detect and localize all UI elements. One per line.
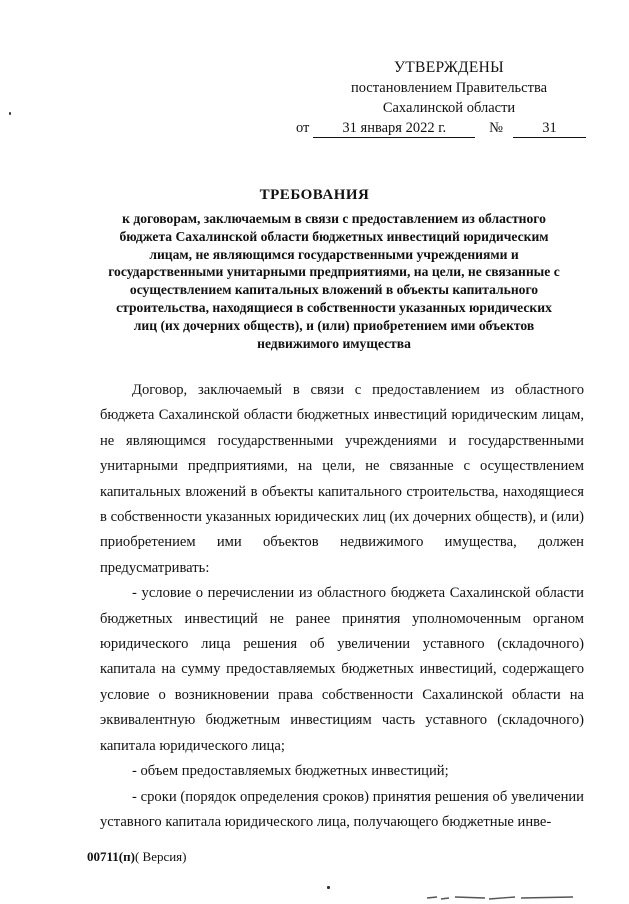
approval-block	[296, 58, 586, 138]
body-text	[100, 378, 584, 835]
number-label: №	[489, 120, 504, 136]
subtitle-line: строительства, находящиеся в собственности указанных юридических	[116, 299, 552, 315]
approval-date: 31 января 2022 г.	[313, 119, 475, 138]
subtitle-line: лиц (их дочерних обществ), и (или) приобретением ими объектов	[133, 317, 535, 333]
approval-line-1: постановлением Правительства	[350, 80, 548, 96]
scan-marks	[425, 893, 575, 901]
subtitle-line: государственными унитарными предприятиями, на цели, не связанные с	[108, 264, 560, 280]
paragraph: - сроки (порядок определения сроков) принятия решения об увеличении уставного капитала юридического лица, получающего бюджетные инве-	[100, 788, 584, 830]
paragraph: - объем предоставляемых бюджетных инвестиций;	[132, 763, 449, 780]
document-code: 00711(п)	[87, 849, 135, 864]
scan-speck	[327, 886, 330, 889]
footer-code	[87, 849, 187, 865]
from-label: от	[296, 120, 310, 136]
approval-line-2: Сахалинской области	[382, 100, 516, 116]
subtitle-line: к договорам, заключаемым в связи с предоставлением из областного	[122, 211, 546, 226]
approval-number: 31	[513, 119, 586, 138]
scan-speck	[9, 112, 11, 115]
paragraph: - условие о перечислении из областного бюджета Сахалинской области бюджетных инвестиций не ранее принятия уполномоченным органом юридического лица решения об увеличении уставного (складочного) капитала на сумму предоставляемых бюджетных инвестиций, содержащего условие о возникновении права собственности Сахалинской области на эквивалентную бюджетным инвестициям часть уставного (складочного) капитала юридического лица;	[100, 585, 584, 754]
requirements-subtitle	[84, 210, 584, 352]
approval-date-row	[296, 118, 586, 138]
paragraph: Договор, заключаемый в связи с предоставлением из областного бюджета Сахалинской области бюджетных инвестиций юридическим лицам, не являющимся государственными учреждениями и государственными унитарными предприятиями, на цели, не связанные с осуществлением капитальных вложений в объекты капитального строительства, находящиеся в собственности указанных юридических лиц (их дочерних обществ), и (или) приобретением ими объектов недвижимого имущества, должен предусматривать:	[100, 382, 584, 576]
requirements-title: ТРЕБОВАНИЯ	[259, 187, 370, 203]
document-version: ( Версия)	[134, 849, 187, 864]
approval-title: УТВЕРЖДЕНЫ	[394, 59, 504, 76]
subtitle-line: бюджета Сахалинской области бюджетных инвестиций юридическим	[119, 228, 549, 244]
subtitle-line: осуществлением капитальных вложений в объекты капитального	[129, 282, 539, 298]
subtitle-line: лицам, не являющимся государственными учреждениями и	[149, 246, 519, 262]
subtitle-line: недвижимого имущества	[257, 335, 411, 351]
